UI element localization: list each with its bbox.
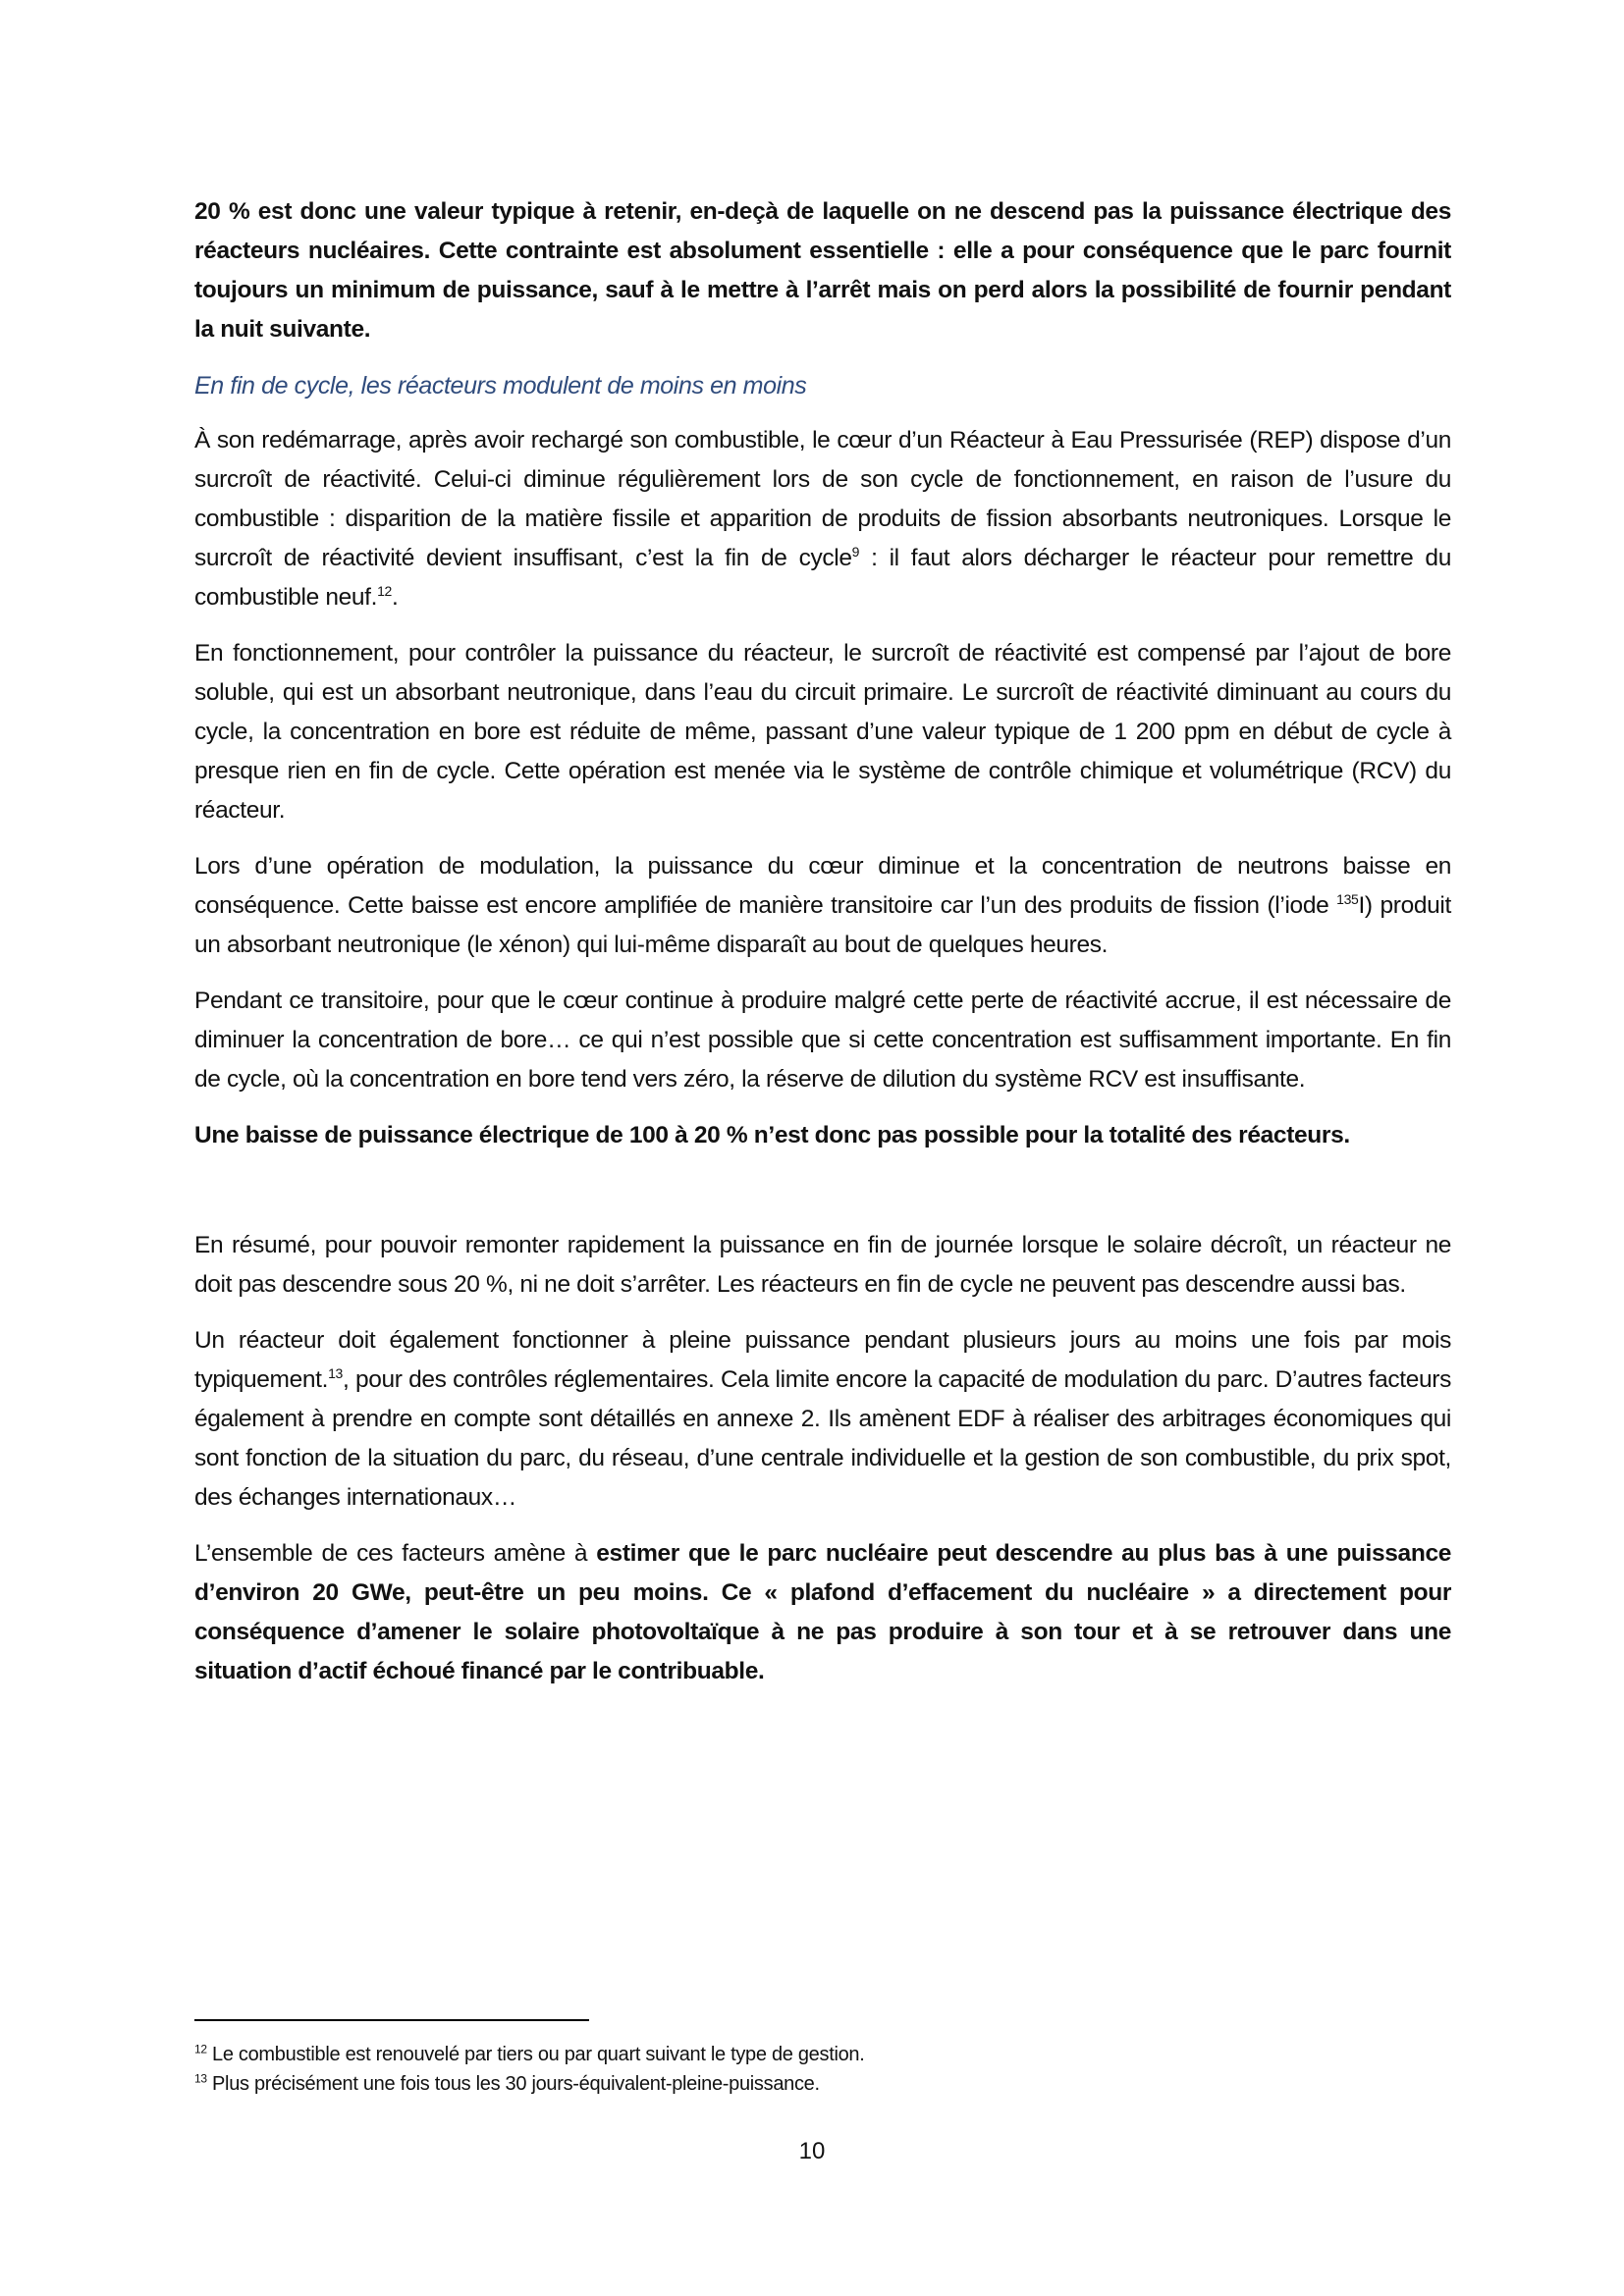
spacer — [194, 1172, 1451, 1226]
paragraph-restart — [194, 421, 1451, 617]
paragraph-modulation — [194, 847, 1451, 965]
paragraph-text: Lors d’une opération de modulation, la puissance du cœur diminue et la concentration de neutrons baisse en conséquence. Cette baisse est encore amplifiée de manière transitoire car l’un des produits de fission (l’iode — [194, 853, 1451, 919]
paragraph-text: . — [391, 584, 399, 611]
footnote-number: 13 — [194, 2071, 207, 2086]
isotope-superscript: 135 — [1336, 890, 1359, 907]
footnote-ref-12[interactable]: 12 — [377, 582, 392, 599]
footnote-12 — [194, 2040, 1451, 2069]
page-number: 10 — [798, 2138, 826, 2164]
footnote-13 — [194, 2069, 1451, 2099]
footnotes — [194, 2040, 1451, 2099]
paragraph-transient: Pendant ce transitoire, pour que le cœur continue à produire malgré cette perte de réactivité accrue, il est nécessaire de diminuer la concentration de bore… ce qui n’est possible que si cette concentration est suffisamment importante. En fin de cycle, où la concentration en bore tend vers zéro, la réserve de dilution du système RCV est insuffisante. — [194, 988, 1451, 1093]
paragraph-text: L’ensemble de ces facteurs amène à — [194, 1540, 597, 1567]
footnote-ref-9[interactable]: 9 — [851, 543, 860, 560]
paragraph-text: : il faut alors décharger le réacteur pour remettre du combustible neuf. — [194, 545, 1451, 611]
paragraph-text: I) produit un absorbant neutronique (le xénon) qui lui-même disparaît au bout de quelques heures. — [194, 892, 1451, 958]
paragraph-summary: En résumé, pour pouvoir remonter rapidement la puissance en fin de journée lorsque le solaire décroît, un réacteur ne doit pas descendre sous 20 %, ni ne doit s’arrêter. Les réacteurs en fin de cycle ne peuvent pas descendre aussi bas. — [194, 1232, 1451, 1298]
body-text — [194, 192, 1451, 1708]
footnote-text: Plus précisément une fois tous les 30 jours-équivalent-pleine-puissance. — [206, 2073, 820, 2095]
section-heading: En fin de cycle, les réacteurs modulent de moins en moins — [194, 372, 807, 400]
footnote-text: Le combustible est renouvelé par tiers ou par quart suivant le type de gestion. — [206, 2044, 865, 2065]
footnote-separator — [194, 2019, 589, 2021]
paragraph-full-power — [194, 1321, 1451, 1518]
paragraph-bold-conclusion: Une baisse de puissance électrique de 100 à 20 % n’est donc pas possible pour la totalité des réacteurs. — [194, 1122, 1350, 1148]
paragraph-text: , pour des contrôles réglementaires. Cela limite encore la capacité de modulation du parc. D’autres facteurs également à prendre en compte sont détaillés en annexe 2. Ils amènent EDF à réaliser des arbitrages économiques qui sont fonction de la situation du parc, du réseau, d’une centrale individuelle et la gestion de son combustible, du prix spot, des échanges internationaux… — [194, 1366, 1451, 1511]
footnote-ref-13[interactable]: 13 — [328, 1364, 343, 1381]
paragraph-estimate — [194, 1534, 1451, 1691]
footnote-number: 12 — [194, 2042, 207, 2056]
paragraph-text: À son redémarrage, après avoir rechargé son combustible, le cœur d’un Réacteur à Eau Pressurisée (REP) dispose d’un surcroît de réactivité. Celui-ci diminue régulièrement lors de son cycle de fonctionnement, en raison de l’usure du combustible : disparition de la matière fissile et apparition de produits de fission absorbants neutroniques. Lorsque le surcroît de réactivité devient insuffisant, c’est la fin de cycle — [194, 427, 1451, 571]
paragraph-boron: En fonctionnement, pour contrôler la puissance du réacteur, le surcroît de réactivité est compensé par l’ajout de bore soluble, qui est un absorbant neutronique, dans l’eau du circuit primaire. Le surcroît de réactivité diminuant au cours du cycle, la concentration en bore est réduite de même, passant d’une valeur typique de 1 200 ppm en début de cycle à presque rien en fin de cycle. Cette opération est menée via le système de contrôle chimique et volumétrique (RCV) du réacteur. — [194, 640, 1451, 824]
paragraph-bold-text: estimer que le parc nucléaire peut descendre au plus bas à une puissance d’environ 20 GWe, peut-être un peu moins. Ce « plafond d’effacement du nucléaire » a directement pour conséquence d’amener le solaire photovoltaïque à ne pas produire à son tour et à se retrouver dans une situation d’actif échoué financé par le contribuable. — [194, 1540, 1451, 1684]
paragraph-bold-intro: 20 % est donc une valeur typique à retenir, en-deçà de laquelle on ne descend pas la puissance électrique des réacteurs nucléaires. Cette contrainte est absolument essentielle : elle a pour conséquence que le parc fournit toujours un minimum de puissance, sauf à le mettre à l’arrêt mais on perd alors la possibilité de fournir pendant la nuit suivante. — [194, 198, 1451, 343]
paragraph-text: Un réacteur doit également fonctionner à pleine puissance pendant plusieurs jours au moins une fois par mois typiquement. — [194, 1327, 1451, 1393]
